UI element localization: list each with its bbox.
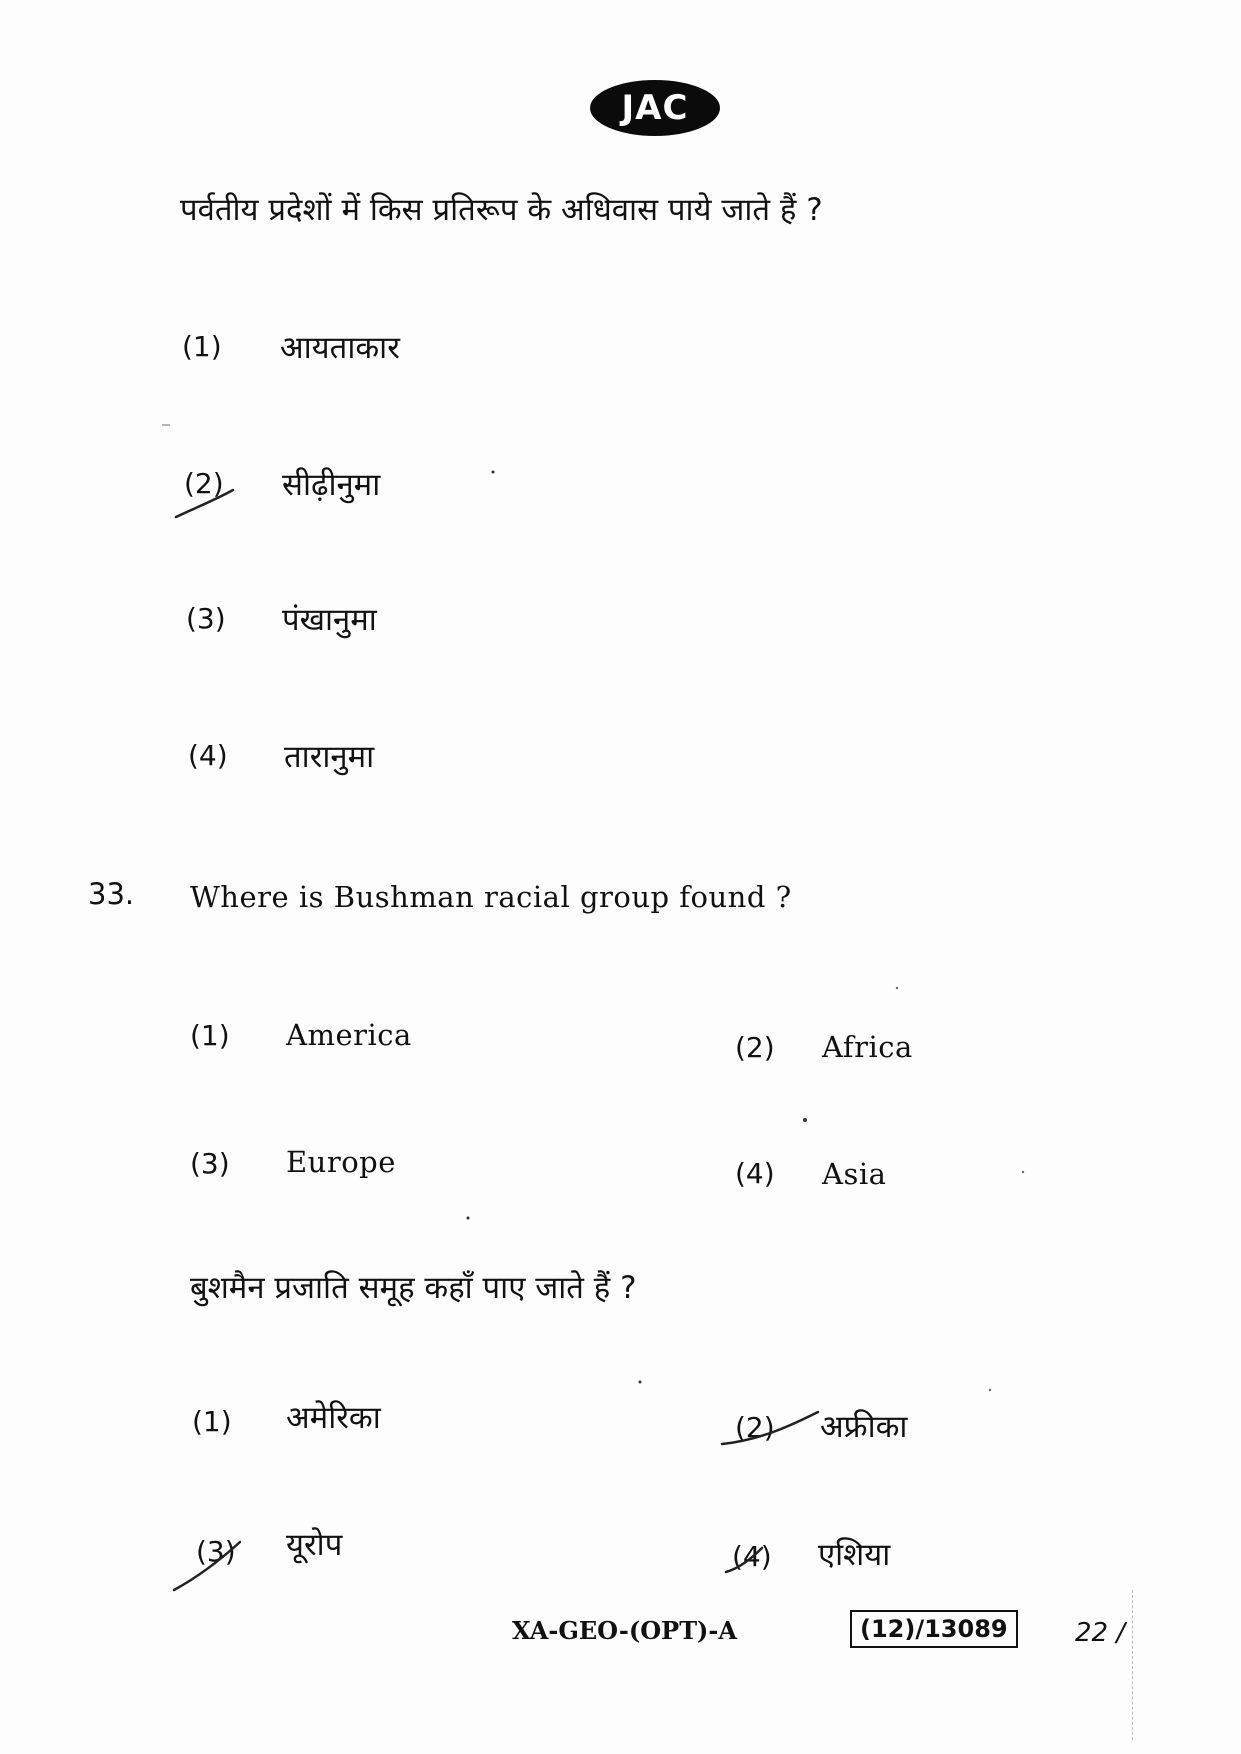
stray-dot (989, 1389, 991, 1391)
jac-logo (590, 80, 720, 136)
q33-en-option-4-text: Asia (822, 1157, 887, 1191)
q32-option-2-text: सीढ़ीनुमा (282, 467, 381, 503)
q33-english-question: Where is Bushman racial group found ? (190, 880, 792, 914)
q33-number: 33. (88, 877, 135, 911)
stray-dot (467, 1217, 470, 1220)
q33-hi-option-2-number: (2) (735, 1411, 775, 1444)
page-number: 22 / (1075, 1618, 1126, 1648)
q33-en-option-2-text: Africa (822, 1030, 913, 1064)
q33-en-option-1-number: (1) (190, 1019, 230, 1052)
stray-dot (492, 471, 495, 474)
q33-en-option-3-number: (3) (190, 1147, 230, 1180)
stray-dot (896, 987, 898, 989)
stray-dot (1022, 1171, 1024, 1173)
q32-option-2-number: (2) (184, 467, 224, 500)
q33-hi-option-2-text: अफ्रीका (820, 1409, 908, 1445)
q33-en-option-4-number: (4) (735, 1157, 775, 1190)
q33-en-option-3-text: Europe (286, 1145, 396, 1179)
q33-en-option-1-text: America (286, 1018, 412, 1052)
q33-en-option-2-number: (2) (735, 1031, 775, 1064)
paper-serial-box: (12)/13089 (850, 1610, 1018, 1648)
q33-hindi-question: बुशमैन प्रजाति समूह कहाँ पाए जाते हैं ? (190, 1270, 637, 1306)
q33-hi-option-3-text: यूरोप (286, 1527, 343, 1563)
q32-option-3-text: पंखानुमा (282, 602, 377, 638)
q33-hi-option-1-number: (1) (192, 1405, 232, 1438)
paper-code: XA-GEO-(OPT)-A (512, 1616, 737, 1645)
q32-option-1-number: (1) (182, 330, 222, 363)
q32-option-1-text: आयताकार (280, 330, 400, 366)
q32-hindi-question: पर्वतीय प्रदेशों में किस प्रतिरूप के अधिवास पाये जाते हैं ? (180, 192, 823, 228)
q32-option-4-text: तारानुमा (284, 739, 375, 775)
q33-hi-option-3-number: (3) (196, 1535, 236, 1568)
stray-dot (639, 1381, 642, 1384)
stray-dot (803, 1118, 807, 1122)
q33-hi-option-1-text: अमेरिका (286, 1400, 381, 1436)
edge-fold-line (1132, 1590, 1133, 1740)
q33-hi-option-4-number: (4) (732, 1540, 772, 1573)
logo-text: JAC (621, 88, 689, 128)
q32-option-3-number: (3) (186, 602, 226, 635)
q33-hi-option-4-text: एशिया (818, 1537, 891, 1573)
q32-option-4-number: (4) (188, 739, 228, 772)
